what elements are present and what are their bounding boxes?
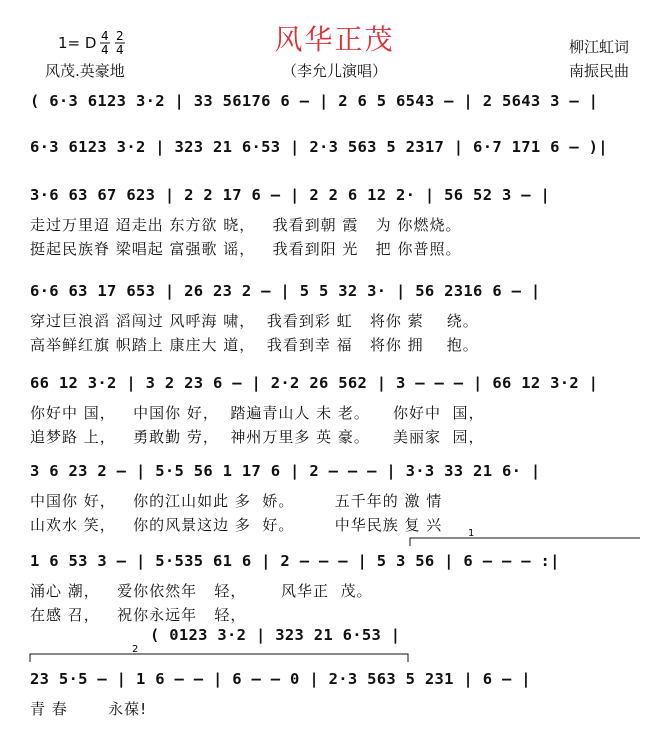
score-line-7-lyric-2: 在感 召， 祝你永远年 轻，: [30, 606, 247, 624]
svg-text:1: 1: [468, 528, 475, 539]
score-line-7-lyric-1: 涌心 潮， 爱你依然年 轻， 风华正 茂。: [30, 582, 373, 600]
score-line-8-notes: ( 0123 3·2 | 323 21 6·53 |: [150, 626, 401, 644]
svg-text:4: 4: [116, 43, 124, 57]
score-line-4-lyric-1: 穿过巨浪滔 滔闯过 风呼海 啸， 我看到彩 虹 将你 萦 绕。: [30, 312, 479, 330]
key-signature: 1= D: [58, 34, 97, 52]
score-line-9-notes: 23 5·5 – | 1 6 – – | 6 – – 0 | 2·3 563 5 231 | 6 – |: [30, 670, 531, 688]
score-line-3-lyric-1: 走过万里迢 迢走出 东方欲 晓， 我看到朝 霞 为 你燃烧。: [30, 216, 462, 234]
svg-text:2: 2: [116, 29, 124, 43]
score-line-6-lyric-1: 中国你 好， 你的江山如此 多 娇。 五千年的 激 情: [30, 492, 443, 510]
score-line-5-lyric-1: 你好中 国， 中国你 好， 踏遍青山人 未 老。 你好中 国，: [30, 404, 485, 422]
score-line-5-lyric-2: 追梦路 上， 勇敢勤 劳， 神州万里多 英 豪。 美丽家 园，: [30, 428, 485, 446]
song-title: 风华正茂: [274, 23, 395, 56]
score-line-3-notes: 3·6 63 67 623 | 2 2 17 6 – | 2 2 6 12 2· | 56 52 3 – |: [30, 186, 551, 204]
score-line-9-lyric-1: 青 春 永葆!: [30, 700, 148, 718]
svg-text:4: 4: [101, 29, 109, 43]
composer: 南振民曲: [568, 62, 629, 80]
score-line-3-lyric-2: 挺起民族脊 梁唱起 富强歌 谣， 我看到阳 光 把 你普照。: [30, 240, 462, 258]
score-line-5-notes: 66 12 3·2 | 3 2 23 6 – | 2·2 26 562 | 3 – – – | 66 12 3·2 |: [30, 374, 599, 392]
score-line-7-notes: 1 6 53 3 – | 5·535 61 6 | 2 – – – | 5 3 56 | 6 – – – :|: [30, 552, 560, 570]
score-line-6-lyric-2: 山欢水 笑， 你的风景这边 多 好。 中华民族 复 兴: [30, 516, 443, 534]
score-line-4-lyric-2: 高举鲜红旗 帜踏上 康庄大 道， 我看到幸 福 将你 拥 抱。: [30, 336, 479, 354]
svg-text:2: 2: [132, 644, 139, 655]
performance-style: 风茂.英豪地: [45, 62, 125, 80]
singer: （李允儿演唱）: [281, 62, 387, 80]
score-line-6-notes: 3 6 23 2 – | 5·5 56 1 17 6 | 2 – – – | 3·3 33 21 6· |: [30, 462, 541, 480]
svg-text:4: 4: [101, 43, 109, 57]
score-line-4-notes: 6·6 63 17 653 | 26 23 2 – | 5 5 32 3· | 56 2316 6 – |: [30, 282, 541, 300]
score-line-2-notes: 6·3 6123 3·2 | 323 21 6·53 | 2·3 563 5 2317 | 6·7 171 6 – )|: [30, 138, 608, 156]
lyricist: 柳江虹词: [568, 38, 629, 56]
score-line-1-notes: ( 6·3 6123 3·2 | 33 56176 6 – | 2 6 5 6543 – | 2 5643 3 – |: [30, 92, 599, 110]
